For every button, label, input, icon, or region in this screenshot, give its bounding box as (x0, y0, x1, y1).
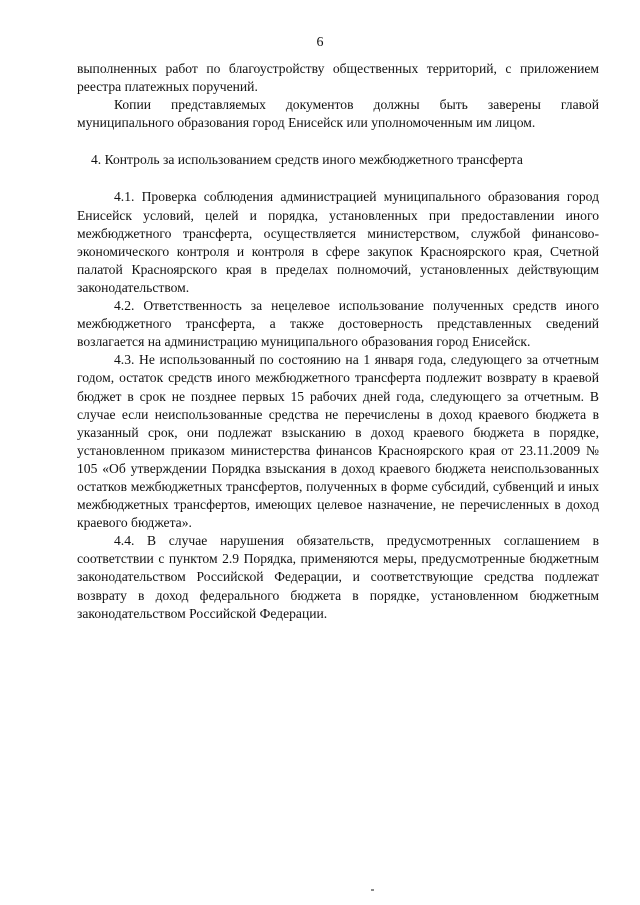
scan-mark (371, 889, 374, 891)
paragraph-copies-certification: Копии представляемых документов должны быть заверены главой муниципального образования город Енисейск или уполномоченным им лицом. (77, 97, 599, 131)
paragraph-4-3: 4.3. Не использованный по состоянию на 1 января года, следующего за отчетным годом, остаток средств иного межбюджетного трансферта подлежит возврату в краевой бюджет в срок не позднее первых 15 рабочих дней года, следующего за отчетным. В случае если неиспользованные средства не перечислены в доход краевого бюджета в указанный срок, они подлежат взысканию в доход краевого бюджета в порядке, установленном приказом министерства финансов Красноярского края от 23.11.2009 № 105 «Об утверждении Порядка взыскания в доход краевого бюджета неиспользованных остатков межбюджетных трансфертов, полученных в форме субсидий, субвенций и иных межбюджетных трансфертов, имеющих целевое назначение, не перечисленных в доход краевого бюджета». (77, 352, 599, 531)
document-body (77, 60, 599, 623)
page-number: 6 (316, 35, 324, 50)
paragraph-4-1: 4.1. Проверка соблюдения администрацией муниципального образования город Енисейск условий, целей и порядка, установленных при предоставлении иного межбюджетного трансферта, осуществляется министерством, службой финансово-экономического контроля и контроля в сфере закупок Красноярского края, Счетной палатой Красноярского края в пределах полномочий, установленных действующим законодательством. (77, 189, 599, 295)
paragraph-4-4: 4.4. В случае нарушения обязательств, предусмотренных соглашением в соответствии с пунктом 2.9 Порядка, применяются меры, предусмотренные бюджетным законодательством Российской Федерации, и соответствующие средства подлежат возврату в доход федерального бюджета в порядке, установленном бюджетным законодательством Российской Федерации. (77, 533, 599, 621)
section-heading: 4. Контроль за использованием средств иного межбюджетного трансферта (91, 152, 523, 168)
paragraph-continuation: выполненных работ по благоустройству общественных территорий, с приложением реестра платежных поручений. (77, 61, 599, 95)
paragraph-4-2: 4.2. Ответственность за нецелевое использование полученных средств иного межбюджетного трансферта, а также достоверность представленных сведений возлагается на администрацию муниципального образования город Енисейск. (77, 298, 599, 350)
